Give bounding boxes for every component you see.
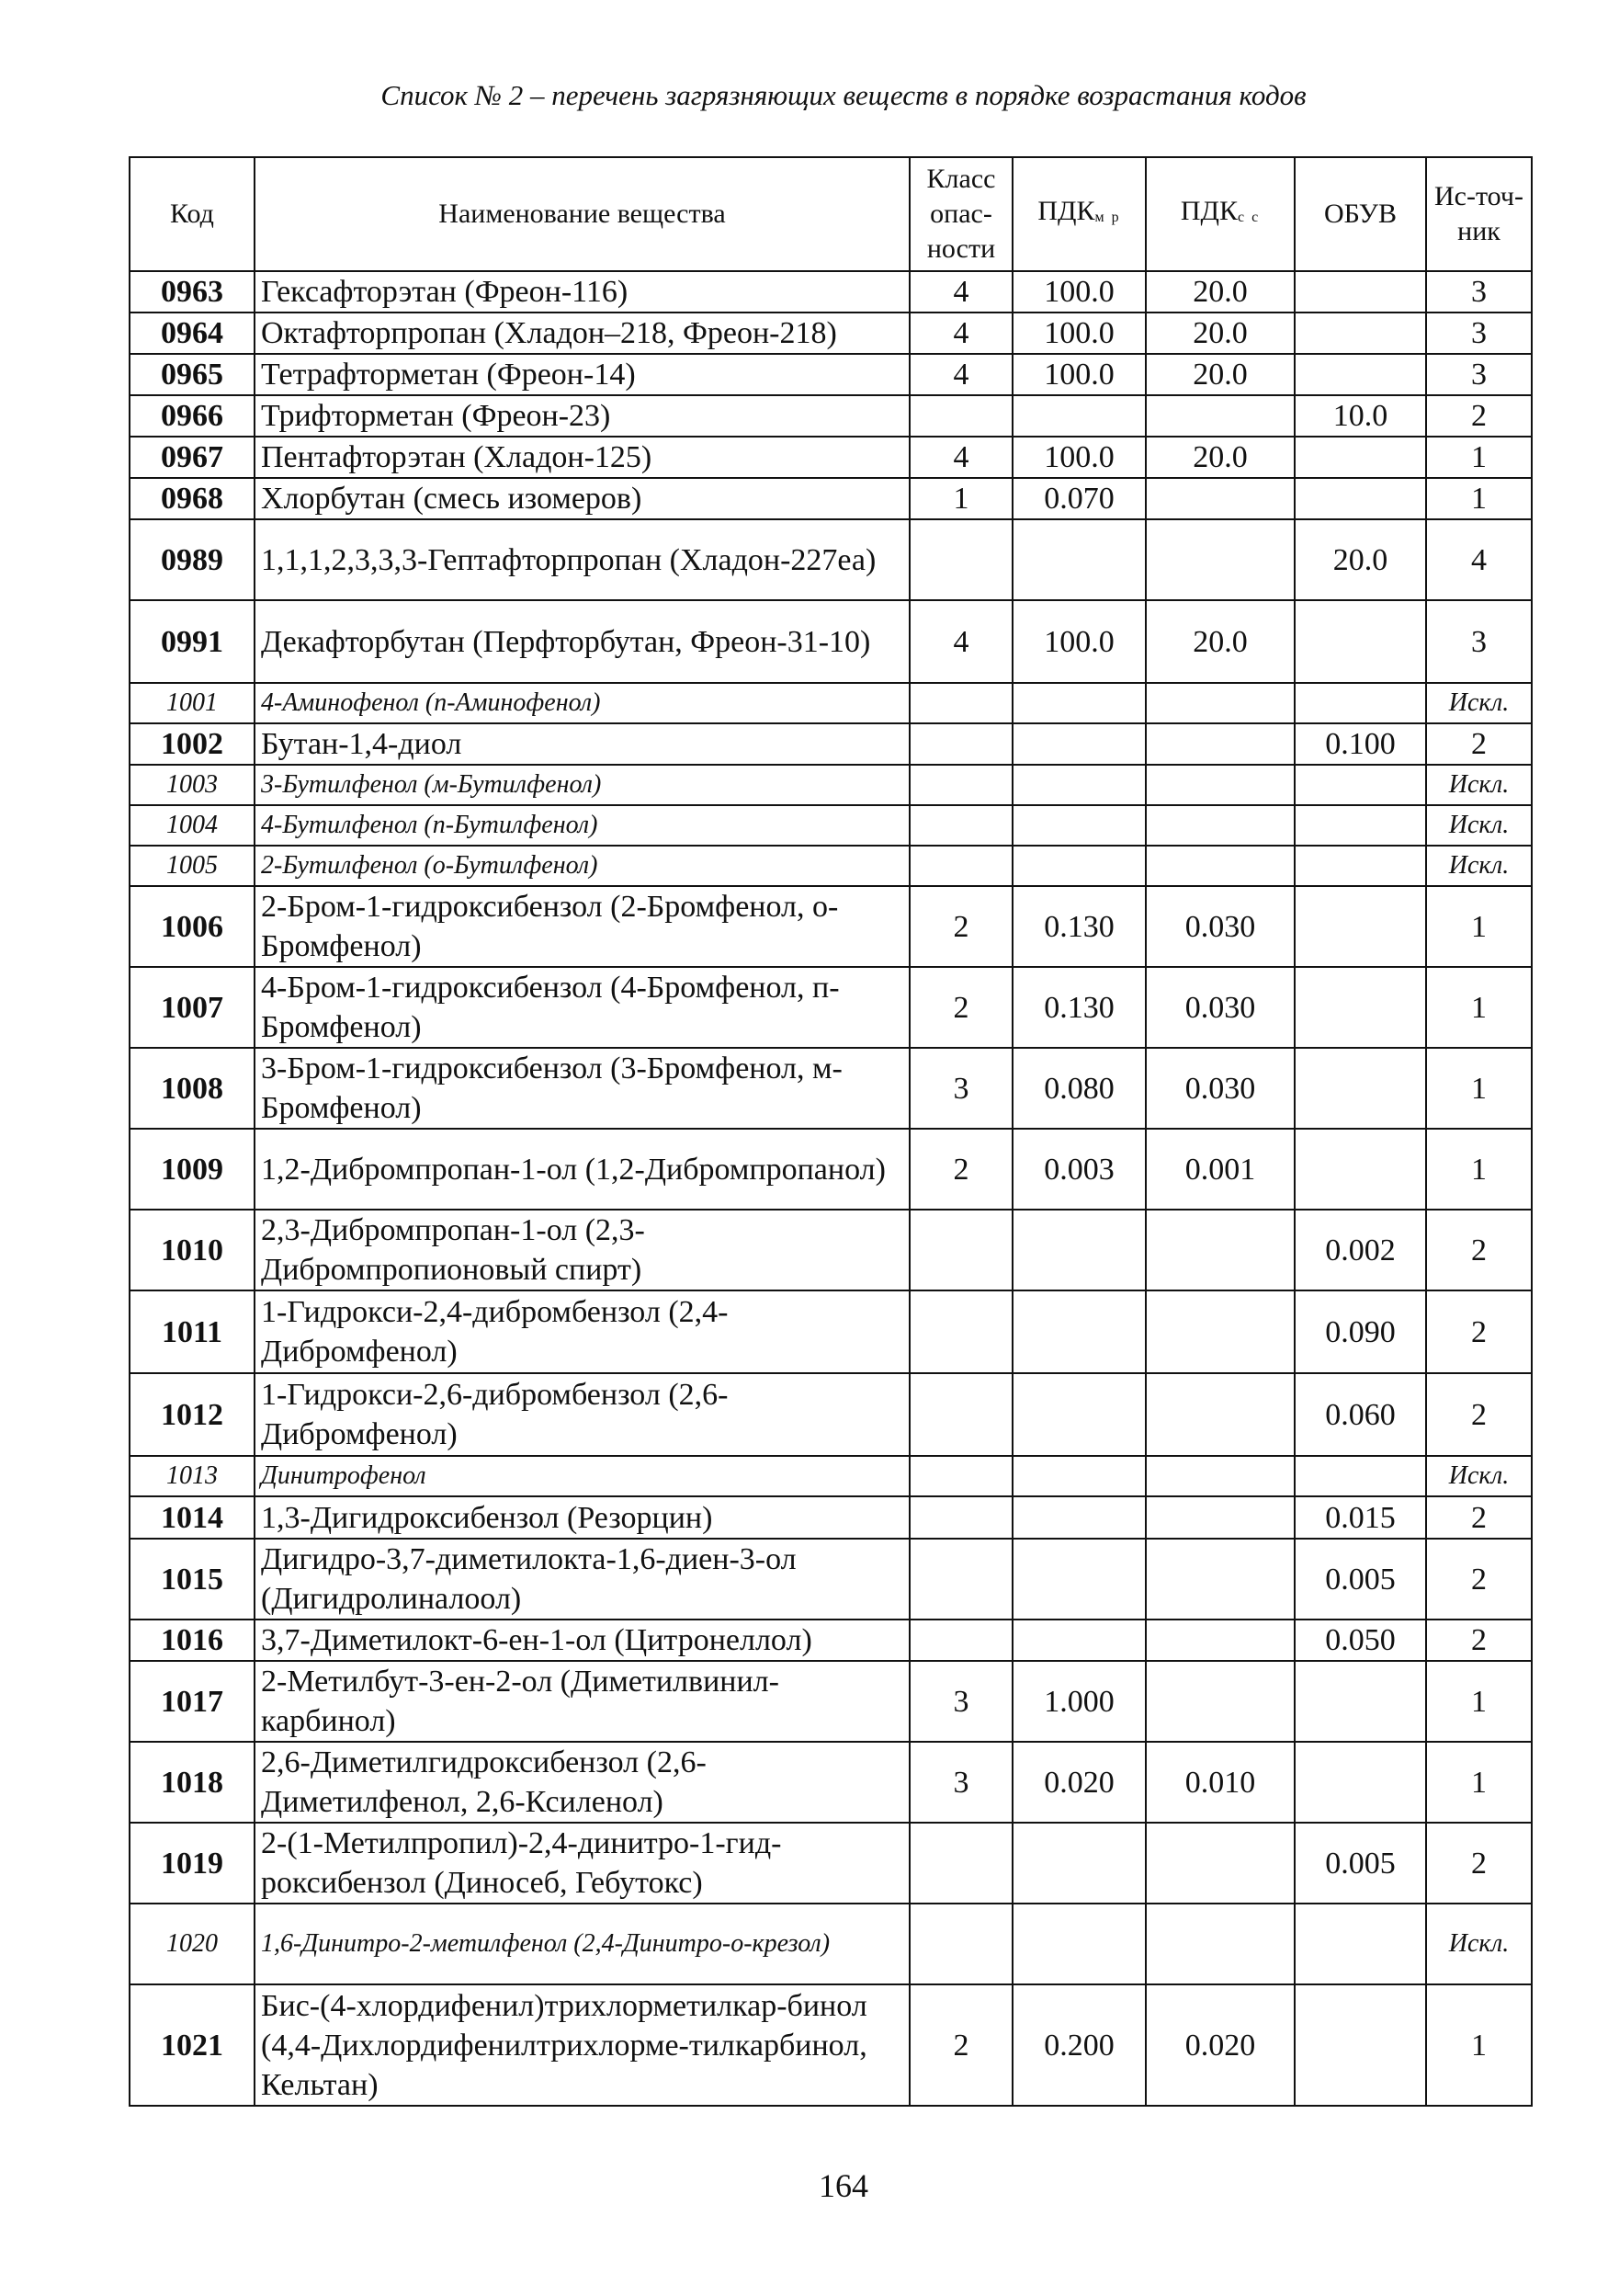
cell-pdk-mr: 100.0: [1013, 437, 1146, 478]
header-pdk-ss-label: ПДК: [1180, 195, 1238, 226]
cell-class: [910, 395, 1013, 437]
header-source: Ис-точ-ник: [1426, 157, 1532, 271]
table-header-row: [130, 157, 1532, 271]
cell-class: 2: [910, 1984, 1013, 2106]
cell-class: [910, 765, 1013, 805]
cell-pdk-mr: [1013, 1210, 1146, 1290]
cell-source: 2: [1426, 1290, 1532, 1373]
table-row: [130, 519, 1532, 600]
cell-class: 1: [910, 478, 1013, 519]
cell-obuv: [1295, 1456, 1426, 1496]
cell-name: Тетрафторметан (Фреон-14): [255, 354, 910, 395]
cell-source: 1: [1426, 478, 1532, 519]
cell-pdk-mr: [1013, 1496, 1146, 1539]
cell-pdk-mr: [1013, 1290, 1146, 1373]
cell-obuv: [1295, 886, 1426, 967]
cell-obuv: 10.0: [1295, 395, 1426, 437]
cell-pdk-ss: [1146, 1904, 1295, 1984]
cell-code: 1004: [130, 805, 255, 846]
cell-code: 1001: [130, 683, 255, 723]
cell-pdk-mr: 0.020: [1013, 1742, 1146, 1823]
cell-name: Хлорбутан (смесь изомеров): [255, 478, 910, 519]
cell-obuv: [1295, 846, 1426, 886]
cell-code: 1009: [130, 1129, 255, 1210]
cell-name: 2,3-Дибромпропан-1-ол (2,3-Дибромпропионовый спирт): [255, 1210, 910, 1290]
cell-name: 2-(1-Метилпропил)-2,4-динитро-1-гид-роксибензол (Диносеб, Гебутокс): [255, 1823, 910, 1904]
table-row: [130, 1048, 1532, 1129]
header-obuv: ОБУВ: [1295, 157, 1426, 271]
cell-name: Пентафторэтан (Хладон-125): [255, 437, 910, 478]
cell-pdk-ss: [1146, 1620, 1295, 1661]
cell-class: [910, 846, 1013, 886]
cell-class: [910, 1210, 1013, 1290]
cell-code: 0989: [130, 519, 255, 600]
cell-class: [910, 519, 1013, 600]
cell-source: 2: [1426, 1373, 1532, 1456]
cell-pdk-mr: [1013, 765, 1146, 805]
cell-code: 0964: [130, 313, 255, 354]
cell-class: [910, 723, 1013, 765]
cell-code: 0963: [130, 271, 255, 313]
table-row: [130, 1620, 1532, 1661]
cell-code: 1007: [130, 967, 255, 1048]
cell-class: [910, 1620, 1013, 1661]
cell-code: 1013: [130, 1456, 255, 1496]
cell-pdk-ss: [1146, 1373, 1295, 1456]
cell-pdk-ss: 20.0: [1146, 437, 1295, 478]
cell-pdk-ss: [1146, 1823, 1295, 1904]
cell-class: 4: [910, 437, 1013, 478]
cell-source: 1: [1426, 1048, 1532, 1129]
cell-code: 1017: [130, 1661, 255, 1742]
cell-code: 1010: [130, 1210, 255, 1290]
cell-name: Динитрофенол: [255, 1456, 910, 1496]
cell-obuv: [1295, 967, 1426, 1048]
cell-source: Искл.: [1426, 765, 1532, 805]
cell-name: 2-Бром-1-гидроксибензол (2-Бромфенол, о-Бромфенол): [255, 886, 910, 967]
cell-pdk-ss: [1146, 683, 1295, 723]
cell-name: Гексафторэтан (Фреон-116): [255, 271, 910, 313]
cell-code: 0968: [130, 478, 255, 519]
table-row: [130, 805, 1532, 846]
cell-name: 4-Бром-1-гидроксибензол (4-Бромфенол, п-Бромфенол): [255, 967, 910, 1048]
cell-pdk-ss: [1146, 1290, 1295, 1373]
cell-pdk-ss: 20.0: [1146, 354, 1295, 395]
cell-pdk-ss: [1146, 1456, 1295, 1496]
header-pdk-mr-sub: м р: [1094, 209, 1121, 225]
cell-name: 3-Бутилфенол (м-Бутилфенол): [255, 765, 910, 805]
header-pdk-ss-sub: с с: [1237, 209, 1261, 225]
header-code: Код: [130, 157, 255, 271]
cell-name: 1,6-Динитро-2-метилфенол (2,4-Динитро-о-крезол): [255, 1904, 910, 1984]
cell-source: 1: [1426, 1984, 1532, 2106]
table-row: [130, 313, 1532, 354]
cell-obuv: 0.005: [1295, 1539, 1426, 1620]
cell-pdk-mr: 0.130: [1013, 967, 1146, 1048]
cell-code: 1019: [130, 1823, 255, 1904]
cell-class: [910, 1290, 1013, 1373]
cell-obuv: 0.005: [1295, 1823, 1426, 1904]
cell-pdk-ss: [1146, 765, 1295, 805]
cell-code: 1008: [130, 1048, 255, 1129]
cell-source: 2: [1426, 1539, 1532, 1620]
table-row: [130, 1129, 1532, 1210]
cell-pdk-mr: [1013, 1823, 1146, 1904]
cell-source: 2: [1426, 1210, 1532, 1290]
cell-source: Искл.: [1426, 1456, 1532, 1496]
cell-pdk-ss: [1146, 519, 1295, 600]
cell-pdk-ss: 0.030: [1146, 967, 1295, 1048]
cell-pdk-ss: 20.0: [1146, 600, 1295, 683]
substances-table: [129, 156, 1533, 2107]
cell-pdk-ss: 0.010: [1146, 1742, 1295, 1823]
table-row: [130, 1496, 1532, 1539]
cell-name: 2-Бутилфенол (о-Бутилфенол): [255, 846, 910, 886]
cell-pdk-mr: [1013, 723, 1146, 765]
cell-obuv: [1295, 478, 1426, 519]
cell-pdk-mr: [1013, 1373, 1146, 1456]
cell-code: 1014: [130, 1496, 255, 1539]
cell-pdk-ss: 20.0: [1146, 271, 1295, 313]
table-row: [130, 478, 1532, 519]
cell-name: 1,3-Дигидроксибензол (Резорцин): [255, 1496, 910, 1539]
cell-source: Искл.: [1426, 683, 1532, 723]
page-title: Список № 2 – перечень загрязняющих веществ в порядке возрастания кодов: [380, 79, 1307, 111]
table-row: [130, 1456, 1532, 1496]
cell-pdk-ss: 0.030: [1146, 886, 1295, 967]
cell-source: 1: [1426, 437, 1532, 478]
cell-class: [910, 683, 1013, 723]
table-row: [130, 723, 1532, 765]
cell-class: 4: [910, 354, 1013, 395]
cell-pdk-ss: [1146, 1210, 1295, 1290]
cell-class: [910, 1496, 1013, 1539]
header-name: Наименование вещества: [255, 157, 910, 271]
cell-class: 3: [910, 1661, 1013, 1742]
cell-pdk-mr: 0.003: [1013, 1129, 1146, 1210]
cell-name: 2-Метилбут-3-ен-2-ол (Диметилвинил-карбинол): [255, 1661, 910, 1742]
cell-code: 0965: [130, 354, 255, 395]
cell-obuv: [1295, 765, 1426, 805]
table-body: [130, 271, 1532, 2106]
cell-code: 1015: [130, 1539, 255, 1620]
table-row: [130, 846, 1532, 886]
cell-pdk-ss: 20.0: [1146, 313, 1295, 354]
cell-source: 3: [1426, 354, 1532, 395]
cell-name: 1,1,1,2,3,3,3-Гептафторпропан (Хладон-227еа): [255, 519, 910, 600]
cell-pdk-ss: [1146, 1496, 1295, 1539]
cell-class: [910, 1823, 1013, 1904]
cell-obuv: 0.015: [1295, 1496, 1426, 1539]
cell-pdk-ss: [1146, 1539, 1295, 1620]
cell-obuv: [1295, 313, 1426, 354]
cell-source: 1: [1426, 967, 1532, 1048]
cell-code: 1002: [130, 723, 255, 765]
cell-code: 1020: [130, 1904, 255, 1984]
cell-obuv: [1295, 805, 1426, 846]
cell-obuv: [1295, 271, 1426, 313]
cell-obuv: 0.002: [1295, 1210, 1426, 1290]
cell-pdk-ss: 0.001: [1146, 1129, 1295, 1210]
cell-pdk-mr: 0.200: [1013, 1984, 1146, 2106]
cell-obuv: 0.050: [1295, 1620, 1426, 1661]
cell-source: 1: [1426, 1742, 1532, 1823]
cell-name: Дигидро-3,7-диметилокта-1,6-диен-3-ол (Дигидролиналоол): [255, 1539, 910, 1620]
cell-pdk-mr: [1013, 519, 1146, 600]
cell-name: Трифторметан (Фреон-23): [255, 395, 910, 437]
cell-code: 1011: [130, 1290, 255, 1373]
table-row: [130, 354, 1532, 395]
cell-code: 1005: [130, 846, 255, 886]
table-row: [130, 395, 1532, 437]
table-row: [130, 1373, 1532, 1456]
cell-source: 3: [1426, 600, 1532, 683]
cell-code: 1018: [130, 1742, 255, 1823]
cell-pdk-mr: 1.000: [1013, 1661, 1146, 1742]
cell-name: 4-Бутилфенол (п-Бутилфенол): [255, 805, 910, 846]
cell-class: 4: [910, 313, 1013, 354]
cell-code: 0967: [130, 437, 255, 478]
cell-source: 1: [1426, 1661, 1532, 1742]
cell-obuv: [1295, 437, 1426, 478]
cell-pdk-mr: [1013, 395, 1146, 437]
cell-code: 0966: [130, 395, 255, 437]
header-pdk-mr: [1013, 157, 1146, 271]
header-pdk-ss: [1146, 157, 1295, 271]
cell-source: 2: [1426, 395, 1532, 437]
page-number: 164: [819, 2167, 868, 2204]
cell-name: Октафторпропан (Хладон–218, Фреон-218): [255, 313, 910, 354]
cell-pdk-ss: 0.020: [1146, 1984, 1295, 2106]
cell-source: 2: [1426, 1823, 1532, 1904]
cell-pdk-ss: [1146, 1661, 1295, 1742]
cell-name: 4-Аминофенол (п-Аминофенол): [255, 683, 910, 723]
table-row: [130, 1210, 1532, 1290]
cell-name: 3-Бром-1-гидроксибензол (3-Бромфенол, м-Бромфенол): [255, 1048, 910, 1129]
table-row: [130, 1823, 1532, 1904]
cell-obuv: [1295, 354, 1426, 395]
cell-code: 0991: [130, 600, 255, 683]
cell-code: 1012: [130, 1373, 255, 1456]
cell-pdk-mr: [1013, 1456, 1146, 1496]
cell-source: Искл.: [1426, 805, 1532, 846]
cell-obuv: [1295, 1904, 1426, 1984]
cell-source: 3: [1426, 313, 1532, 354]
cell-source: 2: [1426, 1620, 1532, 1661]
cell-class: [910, 1904, 1013, 1984]
cell-source: 4: [1426, 519, 1532, 600]
cell-pdk-mr: 0.070: [1013, 478, 1146, 519]
cell-obuv: [1295, 1742, 1426, 1823]
cell-pdk-mr: 100.0: [1013, 600, 1146, 683]
cell-source: 1: [1426, 886, 1532, 967]
table-row: [130, 1904, 1532, 1984]
cell-pdk-ss: [1146, 723, 1295, 765]
cell-obuv: 0.090: [1295, 1290, 1426, 1373]
table-row: [130, 1984, 1532, 2106]
cell-class: 2: [910, 1129, 1013, 1210]
cell-name: 1,2-Дибромпропан-1-ол (1,2-Дибромпропанол): [255, 1129, 910, 1210]
cell-pdk-mr: 100.0: [1013, 354, 1146, 395]
cell-class: 3: [910, 1048, 1013, 1129]
table-row: [130, 437, 1532, 478]
cell-class: 2: [910, 967, 1013, 1048]
cell-pdk-mr: [1013, 683, 1146, 723]
cell-name: 3,7-Диметилокт-6-ен-1-ол (Цитронеллол): [255, 1620, 910, 1661]
table-row: [130, 967, 1532, 1048]
cell-code: 1021: [130, 1984, 255, 2106]
header-class: Класс опас-ности: [910, 157, 1013, 271]
cell-obuv: [1295, 1129, 1426, 1210]
cell-class: 4: [910, 271, 1013, 313]
cell-name: Бис-(4-хлордифенил)трихлорметилкар-бинол (4,4-Дихлордифенилтрихлорме-тилкарбинол, Кельтан): [255, 1984, 910, 2106]
cell-source: 2: [1426, 723, 1532, 765]
cell-name: Бутан-1,4-диол: [255, 723, 910, 765]
cell-pdk-ss: [1146, 478, 1295, 519]
cell-class: [910, 805, 1013, 846]
cell-source: Искл.: [1426, 1904, 1532, 1984]
cell-pdk-mr: 100.0: [1013, 313, 1146, 354]
cell-pdk-ss: [1146, 805, 1295, 846]
cell-class: [910, 1373, 1013, 1456]
table-row: [130, 1290, 1532, 1373]
cell-obuv: [1295, 1984, 1426, 2106]
cell-pdk-ss: [1146, 846, 1295, 886]
cell-name: 1-Гидрокси-2,6-дибромбензол (2,6-Дибромфенол): [255, 1373, 910, 1456]
table-row: [130, 1539, 1532, 1620]
table-row: [130, 683, 1532, 723]
cell-obuv: 0.060: [1295, 1373, 1426, 1456]
cell-code: 1016: [130, 1620, 255, 1661]
cell-class: 3: [910, 1742, 1013, 1823]
cell-name: 1-Гидрокси-2,4-дибромбензол (2,4-Дибромфенол): [255, 1290, 910, 1373]
table-row: [130, 1661, 1532, 1742]
cell-pdk-mr: [1013, 846, 1146, 886]
cell-name: 2,6-Диметилгидроксибензол (2,6-Диметилфенол, 2,6-Ксиленол): [255, 1742, 910, 1823]
cell-obuv: [1295, 600, 1426, 683]
table-row: [130, 765, 1532, 805]
cell-pdk-mr: [1013, 1904, 1146, 1984]
header-pdk-mr-label: ПДК: [1037, 195, 1095, 226]
cell-obuv: [1295, 1048, 1426, 1129]
cell-class: [910, 1456, 1013, 1496]
table-row: [130, 271, 1532, 313]
table-row: [130, 1742, 1532, 1823]
cell-pdk-mr: 0.080: [1013, 1048, 1146, 1129]
cell-name: Декафторбутан (Перфторбутан, Фреон-31-10): [255, 600, 910, 683]
cell-obuv: 20.0: [1295, 519, 1426, 600]
cell-pdk-ss: 0.030: [1146, 1048, 1295, 1129]
cell-source: 1: [1426, 1129, 1532, 1210]
cell-pdk-mr: 0.130: [1013, 886, 1146, 967]
cell-source: 2: [1426, 1496, 1532, 1539]
cell-class: 4: [910, 600, 1013, 683]
cell-obuv: [1295, 1661, 1426, 1742]
cell-obuv: [1295, 683, 1426, 723]
cell-pdk-mr: [1013, 1539, 1146, 1620]
cell-code: 1006: [130, 886, 255, 967]
cell-pdk-ss: [1146, 395, 1295, 437]
cell-pdk-mr: 100.0: [1013, 271, 1146, 313]
table-row: [130, 886, 1532, 967]
cell-pdk-mr: [1013, 805, 1146, 846]
cell-class: [910, 1539, 1013, 1620]
cell-class: 2: [910, 886, 1013, 967]
table-row: [130, 600, 1532, 683]
cell-source: 3: [1426, 271, 1532, 313]
cell-pdk-mr: [1013, 1620, 1146, 1661]
cell-source: Искл.: [1426, 846, 1532, 886]
cell-code: 1003: [130, 765, 255, 805]
cell-obuv: 0.100: [1295, 723, 1426, 765]
